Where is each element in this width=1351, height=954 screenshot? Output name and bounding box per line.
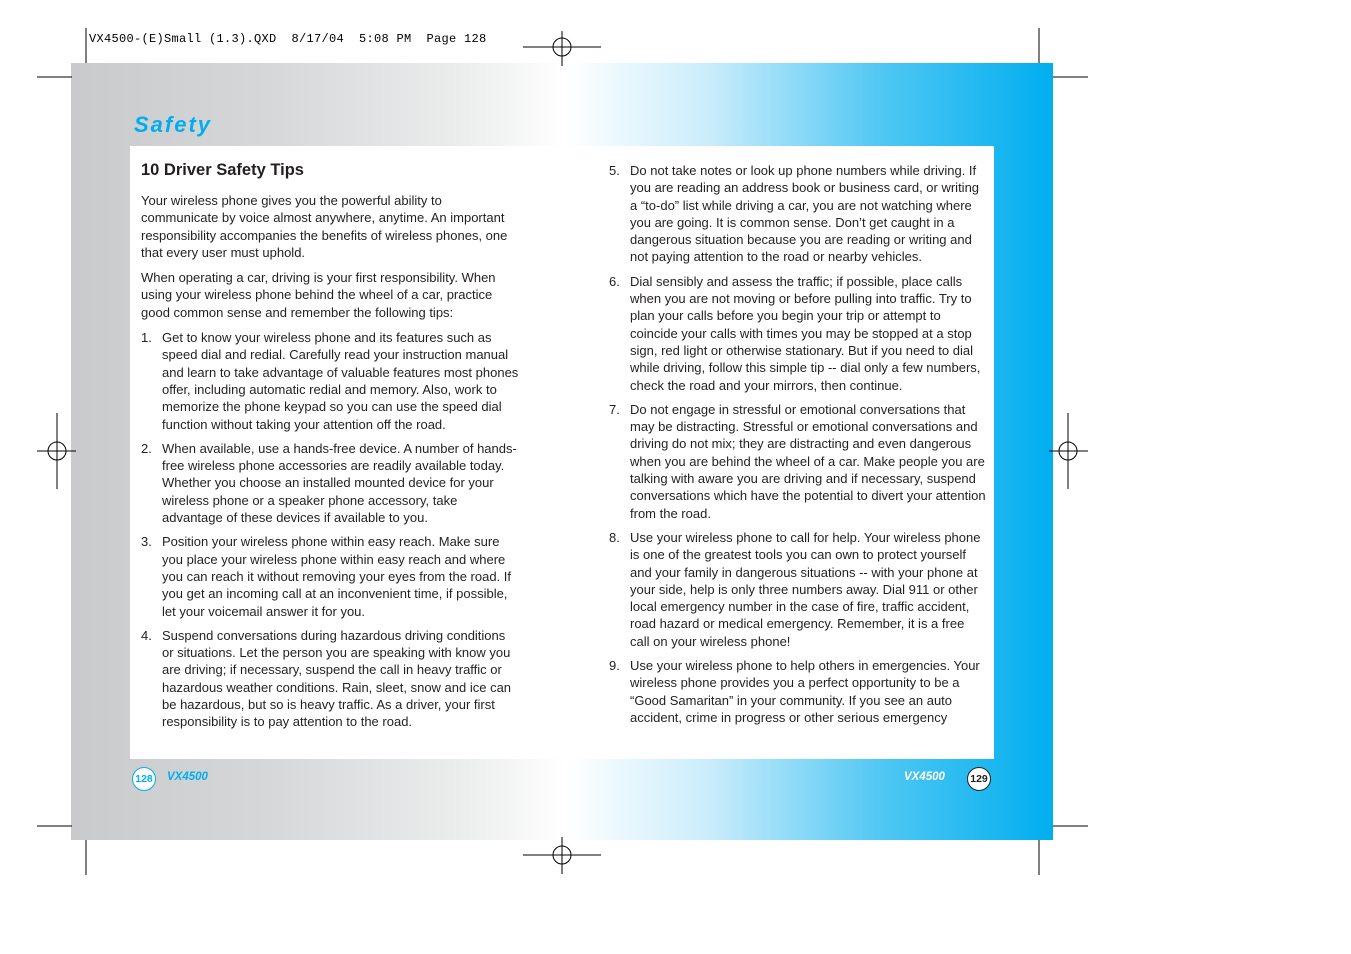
tip-item <box>609 657 987 726</box>
intro-paragraph: Your wireless phone gives you the powerful ability to communicate by voice almost anywhere, anytime. An important responsibility accompanies the benefits of wireless phones, one that every user must uphold. <box>141 193 508 260</box>
tip-text: Use your wireless phone to help others in emergencies. Your wireless phone provides you a perfect opportunity to be a “Good Samaritan” in your community. If you see an auto accident, crime in progress or other serious emergency <box>630 658 980 725</box>
right-column <box>609 162 987 733</box>
tip-item <box>609 273 987 394</box>
tip-number: 3. <box>141 534 152 550</box>
tip-item <box>141 329 519 433</box>
tip-item <box>609 401 987 522</box>
tip-item <box>609 529 987 650</box>
tip-text: When available, use a hands-free device. A number of hands-free wireless phone accessories are readily available today. Whether you choose an installed mounted device for your wireless phone or a speaker phone accessory, take advantage of these devices if available to you. <box>162 440 517 526</box>
tip-item <box>609 162 987 266</box>
tip-number: 8. <box>609 529 620 545</box>
model-name-left: VX4500 <box>167 771 208 783</box>
intro-paragraph: When operating a car, driving is your first responsibility. When using your wireless phone behind the wheel of a car, practice good common sense and remember the following tips: <box>141 270 496 320</box>
tip-number: 9. <box>609 658 620 674</box>
tip-item <box>141 533 519 619</box>
registration-mark <box>523 31 601 66</box>
left-column <box>141 192 519 738</box>
tips-list-right <box>609 162 987 726</box>
tip-text: Dial sensibly and assess the traffic; if possible, place calls when you are not moving or before pulling into traffic. Try to plan your calls before you begin your trip or attempt to coincide your calls with times you may be stopped at a stop sign, red light or otherwise stationary. But if you need to dial while driving, follow this simple tip -- dial only a few numbers, check the road and your mirrors, then continue. <box>630 273 981 393</box>
tip-number: 5. <box>609 163 620 178</box>
registration-mark <box>523 837 601 874</box>
print-slug-line: VX4500-(E)Small (1.3).QXD 8/17/04 5:08 PM Page 128 <box>89 32 487 46</box>
tip-item <box>141 440 519 526</box>
tip-number: 2. <box>141 440 152 456</box>
tip-number: 4. <box>141 627 152 643</box>
model-name-right: VX4500 <box>904 771 945 783</box>
tips-list-left <box>141 329 519 731</box>
tip-text: Use your wireless phone to call for help. Your wireless phone is one of the greatest tools you can own to protect yourself and your family in dangerous situations -- with your phone at your side, help is only three numbers away. Dial 911 or other local emergency number in the case of fire, traffic accident, road hazard or medical emergency. Remember, it is a free call on your wireless phone! <box>630 529 981 649</box>
tip-text: Do not take notes or look up phone numbers while driving. If you are reading an address book or business card, or writing a “to-do” list while driving a car, you are not watching where you are going. It is common sense. Don’t get caught in a dangerous situation because you are reading or writing and not paying attention to the road or nearby vehicles. <box>630 163 980 265</box>
registration-mark <box>1049 413 1088 489</box>
tip-number: 7. <box>609 401 620 417</box>
tip-text: Position your wireless phone within easy reach. Make sure you place your wireless phone within easy reach and where you can reach it without removing your eyes from the road. If you get an incoming call at an inconvenient time, if possible, let your voicemail answer it for you. <box>162 534 512 619</box>
page-number-left: 128 <box>132 767 156 791</box>
tip-number: 1. <box>141 330 152 346</box>
tip-text: Do not engage in stressful or emotional conversations that may be distracting. Stressful or emotional conversations and driving do not mix; they are distracting and even dangerous when you are behind the wheel of a car. Make people you are talking with aware you are driving and if necessary, suspend conversations which have the potential to divert your attention from the road. <box>630 401 986 521</box>
tip-text: Get to know your wireless phone and its features such as speed dial and redial. Carefully read your instruction manual and learn to take advantage of valuable features most phones offer, including automatic redial and memory. Also, work to memorize the phone keypad so you can use the speed dial function without taking your attention off the road. <box>162 330 519 432</box>
tip-number: 6. <box>609 273 620 289</box>
tip-text: Suspend conversations during hazardous driving conditions or situations. Let the person you are speaking with know you are driving; if necessary, suspend the call in heavy traffic or hazardous weather conditions. Rain, sleet, snow and ice can be hazardous, but so is heavy traffic. As a driver, your first responsibility is to pay attention to the road. <box>162 627 512 730</box>
tip-item <box>141 627 519 731</box>
section-title: Safety <box>134 112 213 137</box>
page-heading: 10 Driver Safety Tips <box>141 161 304 179</box>
page-number-right: 129 <box>967 767 991 791</box>
